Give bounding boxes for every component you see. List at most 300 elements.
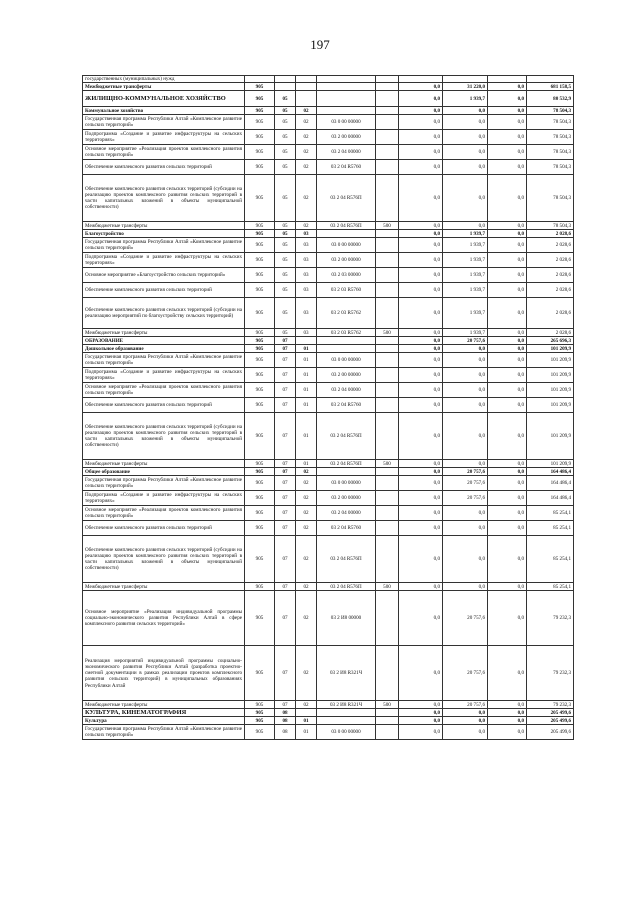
cell-subsection: 02 xyxy=(296,521,317,536)
cell-amount-4: 2 028,6 xyxy=(527,238,574,253)
cell-amount-2 xyxy=(443,76,488,83)
cell-expense-type xyxy=(376,725,399,740)
cell-amount-2: 0,0 xyxy=(443,115,488,130)
table-row xyxy=(83,717,574,725)
cell-target-article: 03 0 00 00000 xyxy=(317,353,376,368)
cell-name: Государственная программа Республики Алтай «Комплексное развитие сельских территорий» xyxy=(83,725,245,740)
cell-expense-type xyxy=(376,91,399,107)
cell-amount-4: 164 486,4 xyxy=(527,476,574,491)
cell-amount-1: 0,0 xyxy=(399,709,443,717)
cell-section: 07 xyxy=(275,413,296,460)
cell-amount-4: 78 504,3 xyxy=(527,115,574,130)
cell-name: Обеспечение комплексного развития сельских территорий xyxy=(83,398,245,413)
cell-name: Межбюджетные трансферты xyxy=(83,701,245,709)
cell-target-article: 03 2 03 00000 xyxy=(317,268,376,283)
cell-amount-3: 0,0 xyxy=(488,222,527,230)
cell-amount-3: 0,0 xyxy=(488,238,527,253)
cell-amount-1: 0,0 xyxy=(399,468,443,476)
cell-amount-1: 0,0 xyxy=(399,130,443,145)
cell-section: 07 xyxy=(275,583,296,591)
cell-amount-4: 85 254,1 xyxy=(527,506,574,521)
cell-amount-1: 0,0 xyxy=(399,337,443,345)
cell-name: Основное мероприятие «Реализация проектов комплексного развития сельских территорий» xyxy=(83,145,245,160)
cell-section: 05 xyxy=(275,298,296,329)
cell-target-article: 03 2 04 00000 xyxy=(317,145,376,160)
cell-amount-3: 0,0 xyxy=(488,506,527,521)
cell-target-article xyxy=(317,337,376,345)
cell-amount-2: 0,0 xyxy=(443,413,488,460)
cell-name: Культура xyxy=(83,717,245,725)
cell-target-article: 03 2 И8 R321Ч xyxy=(317,646,376,701)
cell-amount-4: 2 028,6 xyxy=(527,298,574,329)
cell-subsection: 02 xyxy=(296,506,317,521)
table-row xyxy=(83,107,574,115)
cell-amount-1: 0,0 xyxy=(399,536,443,583)
cell-amount-3: 0,0 xyxy=(488,91,527,107)
cell-expense-type xyxy=(376,337,399,345)
cell-expense-type xyxy=(376,160,399,175)
cell-grbs: 905 xyxy=(245,268,275,283)
cell-name: Благоустройство xyxy=(83,230,245,238)
cell-amount-4: 101 209,9 xyxy=(527,413,574,460)
cell-section: 07 xyxy=(275,468,296,476)
cell-amount-1: 0,0 xyxy=(399,506,443,521)
cell-amount-4: 205 499,6 xyxy=(527,717,574,725)
cell-expense-type: 500 xyxy=(376,329,399,337)
cell-subsection: 03 xyxy=(296,253,317,268)
cell-amount-1: 0,0 xyxy=(399,222,443,230)
cell-name: Подпрограмма «Создание и развитие инфраструктуры на сельских территориях» xyxy=(83,491,245,506)
cell-grbs xyxy=(245,76,275,83)
cell-expense-type xyxy=(376,717,399,725)
cell-amount-2: 0,0 xyxy=(443,717,488,725)
cell-grbs: 905 xyxy=(245,413,275,460)
table-row xyxy=(83,413,574,460)
cell-grbs: 905 xyxy=(245,283,275,298)
cell-amount-2: 0,0 xyxy=(443,175,488,222)
cell-subsection xyxy=(296,83,317,91)
cell-section: 07 xyxy=(275,353,296,368)
cell-subsection: 02 xyxy=(296,468,317,476)
cell-target-article xyxy=(317,717,376,725)
cell-grbs: 905 xyxy=(245,725,275,740)
cell-subsection xyxy=(296,76,317,83)
cell-section: 07 xyxy=(275,383,296,398)
table-row xyxy=(83,230,574,238)
cell-grbs: 905 xyxy=(245,329,275,337)
cell-expense-type xyxy=(376,398,399,413)
cell-amount-2: 0,0 xyxy=(443,368,488,383)
table-row xyxy=(83,383,574,398)
cell-amount-4: 205 499,6 xyxy=(527,725,574,740)
cell-expense-type xyxy=(376,175,399,222)
cell-target-article: 03 0 00 00000 xyxy=(317,725,376,740)
cell-section: 05 xyxy=(275,115,296,130)
cell-amount-4: 2 028,6 xyxy=(527,283,574,298)
cell-amount-4: 78 504,3 xyxy=(527,145,574,160)
cell-expense-type xyxy=(376,268,399,283)
cell-amount-3: 0,0 xyxy=(488,709,527,717)
cell-name: Подпрограмма «Создание и развитие инфраструктуры на сельских территориях» xyxy=(83,368,245,383)
cell-amount-3: 0,0 xyxy=(488,413,527,460)
cell-amount-2: 0,0 xyxy=(443,160,488,175)
cell-name: Государственная программа Республики Алтай «Комплексное развитие сельских территорий» xyxy=(83,353,245,368)
cell-subsection: 01 xyxy=(296,413,317,460)
cell-amount-1: 0,0 xyxy=(399,253,443,268)
cell-expense-type xyxy=(376,115,399,130)
table-row xyxy=(83,130,574,145)
cell-amount-1: 0,0 xyxy=(399,398,443,413)
cell-amount-4: 85 254,1 xyxy=(527,521,574,536)
cell-grbs: 905 xyxy=(245,591,275,646)
cell-subsection: 01 xyxy=(296,383,317,398)
cell-target-article: 03 2 00 00000 xyxy=(317,130,376,145)
cell-target-article: 03 2 00 00000 xyxy=(317,253,376,268)
cell-expense-type xyxy=(376,591,399,646)
cell-section: 07 xyxy=(275,521,296,536)
cell-amount-1: 0,0 xyxy=(399,591,443,646)
cell-amount-4: 205 499,6 xyxy=(527,709,574,717)
table-row xyxy=(83,591,574,646)
cell-section: 08 xyxy=(275,717,296,725)
cell-expense-type: 500 xyxy=(376,583,399,591)
cell-amount-1: 0,0 xyxy=(399,476,443,491)
cell-amount-3: 0,0 xyxy=(488,491,527,506)
cell-amount-2: 20 757,6 xyxy=(443,337,488,345)
table-row xyxy=(83,145,574,160)
cell-amount-4: 101 209,9 xyxy=(527,353,574,368)
cell-amount-4: 101 209,9 xyxy=(527,383,574,398)
cell-name: Подпрограмма «Создание и развитие инфраструктуры на сельских территориях» xyxy=(83,130,245,145)
cell-name: Подпрограмма «Создание и развитие инфраструктуры на сельских территориях» xyxy=(83,253,245,268)
cell-amount-3: 0,0 xyxy=(488,283,527,298)
cell-subsection: 02 xyxy=(296,491,317,506)
table-row xyxy=(83,646,574,701)
cell-amount-1: 0,0 xyxy=(399,238,443,253)
table-row xyxy=(83,83,574,91)
cell-section: 07 xyxy=(275,368,296,383)
cell-name: Основное мероприятие «Благоустройство сельских территорий» xyxy=(83,268,245,283)
table-row xyxy=(83,222,574,230)
cell-grbs: 905 xyxy=(245,337,275,345)
cell-amount-4: 101 209,9 xyxy=(527,345,574,353)
cell-target-article: 03 2 04 R576П xyxy=(317,460,376,468)
table-row xyxy=(83,115,574,130)
cell-amount-1: 0,0 xyxy=(399,283,443,298)
table-row xyxy=(83,491,574,506)
cell-target-article: 03 2 00 00000 xyxy=(317,368,376,383)
cell-section: 05 xyxy=(275,268,296,283)
cell-amount-3: 0,0 xyxy=(488,468,527,476)
cell-subsection xyxy=(296,91,317,107)
cell-amount-2: 0,0 xyxy=(443,536,488,583)
cell-amount-3: 0,0 xyxy=(488,230,527,238)
cell-amount-3: 0,0 xyxy=(488,268,527,283)
cell-section xyxy=(275,76,296,83)
cell-grbs: 905 xyxy=(245,521,275,536)
cell-amount-4: 681 158,5 xyxy=(527,83,574,91)
table-body xyxy=(83,76,574,740)
cell-section: 08 xyxy=(275,709,296,717)
cell-amount-3: 0,0 xyxy=(488,646,527,701)
cell-amount-3: 0,0 xyxy=(488,725,527,740)
cell-subsection: 03 xyxy=(296,230,317,238)
cell-section: 05 xyxy=(275,175,296,222)
cell-target-article: 03 0 00 00000 xyxy=(317,115,376,130)
cell-amount-4: 2 028,6 xyxy=(527,230,574,238)
cell-name: Основное мероприятие «Реализация индивидуальной программы социально-экономического развития Республики Алтай в сфере комплексного развития сельских территорий» xyxy=(83,591,245,646)
cell-subsection: 01 xyxy=(296,725,317,740)
cell-amount-2: 1 939,7 xyxy=(443,230,488,238)
cell-amount-3: 0,0 xyxy=(488,298,527,329)
cell-subsection: 02 xyxy=(296,476,317,491)
cell-expense-type xyxy=(376,253,399,268)
table-row xyxy=(83,175,574,222)
cell-name: Общее образование xyxy=(83,468,245,476)
cell-target-article xyxy=(317,468,376,476)
table-row xyxy=(83,368,574,383)
cell-amount-4: 85 254,1 xyxy=(527,583,574,591)
cell-subsection: 02 xyxy=(296,583,317,591)
cell-expense-type xyxy=(376,283,399,298)
cell-amount-4: 79 232,3 xyxy=(527,591,574,646)
cell-expense-type xyxy=(376,353,399,368)
cell-name: Дошкольное образование xyxy=(83,345,245,353)
cell-name: Межбюджетные трансферты xyxy=(83,460,245,468)
cell-amount-4: 78 504,3 xyxy=(527,222,574,230)
cell-grbs: 905 xyxy=(245,222,275,230)
cell-amount-2: 0,0 xyxy=(443,725,488,740)
cell-grbs: 905 xyxy=(245,398,275,413)
cell-amount-4 xyxy=(527,76,574,83)
cell-expense-type xyxy=(376,491,399,506)
table-row xyxy=(83,725,574,740)
cell-grbs: 905 xyxy=(245,230,275,238)
cell-name: Обеспечение комплексного развития сельских территорий xyxy=(83,521,245,536)
cell-amount-3: 0,0 xyxy=(488,345,527,353)
cell-name: Основное мероприятие «Реализация проектов комплексного развития сельских территорий» xyxy=(83,383,245,398)
budget-table xyxy=(82,75,574,740)
cell-name: Коммунальное хозяйство xyxy=(83,107,245,115)
cell-subsection: 02 xyxy=(296,222,317,230)
cell-amount-2: 0,0 xyxy=(443,383,488,398)
cell-amount-3: 0,0 xyxy=(488,130,527,145)
cell-amount-2: 1 939,7 xyxy=(443,238,488,253)
cell-amount-2: 20 757,6 xyxy=(443,476,488,491)
cell-section: 07 xyxy=(275,506,296,521)
cell-name: КУЛЬТУРА, КИНЕМАТОГРАФИЯ xyxy=(83,709,245,717)
cell-target-article: 03 2 04 R5760 xyxy=(317,160,376,175)
table-row xyxy=(83,583,574,591)
cell-expense-type xyxy=(376,521,399,536)
cell-amount-4: 265 696,3 xyxy=(527,337,574,345)
cell-amount-3: 0,0 xyxy=(488,536,527,583)
cell-amount-1: 0,0 xyxy=(399,383,443,398)
cell-expense-type xyxy=(376,230,399,238)
cell-amount-1: 0,0 xyxy=(399,83,443,91)
cell-section: 07 xyxy=(275,591,296,646)
cell-amount-1: 0,0 xyxy=(399,160,443,175)
cell-amount-3: 0,0 xyxy=(488,145,527,160)
cell-name: Реализация мероприятий индивидуальной программы социально-экономического развития Республики Алтай (разработка проектно-сметной документации в рамках реализации проектов комплексного развития сельских территорий) в муниципальных образованиях Республики Алтай xyxy=(83,646,245,701)
cell-amount-4: 101 209,9 xyxy=(527,398,574,413)
cell-amount-3: 0,0 xyxy=(488,521,527,536)
cell-target-article: 03 2 04 R576П xyxy=(317,413,376,460)
cell-section: 07 xyxy=(275,536,296,583)
cell-section: 05 xyxy=(275,329,296,337)
cell-target-article: 03 2 И8 00000 xyxy=(317,591,376,646)
cell-target-article: 03 2 04 R576П xyxy=(317,583,376,591)
cell-expense-type: 500 xyxy=(376,460,399,468)
cell-amount-2: 0,0 xyxy=(443,583,488,591)
cell-amount-3: 0,0 xyxy=(488,115,527,130)
cell-target-article xyxy=(317,107,376,115)
table-row xyxy=(83,268,574,283)
cell-amount-2: 0,0 xyxy=(443,506,488,521)
cell-amount-2: 0,0 xyxy=(443,222,488,230)
table-row xyxy=(83,76,574,83)
cell-target-article: 03 2 04 00000 xyxy=(317,506,376,521)
cell-target-article xyxy=(317,709,376,717)
cell-amount-3: 0,0 xyxy=(488,398,527,413)
cell-amount-3: 0,0 xyxy=(488,83,527,91)
cell-target-article: 03 2 04 R576П xyxy=(317,222,376,230)
cell-name: Государственная программа Республики Алтай «Комплексное развитие сельских территорий» xyxy=(83,115,245,130)
cell-name: Государственная программа Республики Алтай «Комплексное развитие сельских территорий» xyxy=(83,476,245,491)
cell-amount-3: 0,0 xyxy=(488,383,527,398)
cell-amount-3: 0,0 xyxy=(488,175,527,222)
cell-amount-1: 0,0 xyxy=(399,145,443,160)
cell-amount-4: 164 486,4 xyxy=(527,468,574,476)
cell-amount-1: 0,0 xyxy=(399,345,443,353)
table-row xyxy=(83,468,574,476)
cell-grbs: 905 xyxy=(245,368,275,383)
cell-subsection: 03 xyxy=(296,329,317,337)
cell-amount-2: 0,0 xyxy=(443,460,488,468)
table-row xyxy=(83,506,574,521)
cell-section: 07 xyxy=(275,701,296,709)
cell-subsection: 03 xyxy=(296,283,317,298)
cell-target-article xyxy=(317,345,376,353)
cell-expense-type xyxy=(376,107,399,115)
cell-section: 07 xyxy=(275,491,296,506)
cell-name: Межбюджетные трансферты xyxy=(83,329,245,337)
cell-target-article: 03 0 00 00000 xyxy=(317,476,376,491)
cell-grbs: 905 xyxy=(245,383,275,398)
cell-amount-2: 20 757,6 xyxy=(443,491,488,506)
cell-amount-2: 20 757,6 xyxy=(443,701,488,709)
cell-amount-1: 0,0 xyxy=(399,175,443,222)
cell-target-article: 03 2 04 R5760 xyxy=(317,521,376,536)
cell-amount-2: 0,0 xyxy=(443,521,488,536)
cell-subsection: 02 xyxy=(296,536,317,583)
cell-section: 05 xyxy=(275,91,296,107)
cell-grbs: 905 xyxy=(245,468,275,476)
cell-expense-type xyxy=(376,238,399,253)
table-row xyxy=(83,353,574,368)
table-row xyxy=(83,521,574,536)
cell-amount-2: 1 939,7 xyxy=(443,268,488,283)
cell-section: 08 xyxy=(275,725,296,740)
cell-grbs: 905 xyxy=(245,145,275,160)
cell-amount-1: 0,0 xyxy=(399,115,443,130)
table-row xyxy=(83,536,574,583)
cell-amount-1: 0,0 xyxy=(399,413,443,460)
cell-grbs: 905 xyxy=(245,476,275,491)
cell-amount-2: 20 757,6 xyxy=(443,468,488,476)
cell-section: 07 xyxy=(275,345,296,353)
cell-grbs: 905 xyxy=(245,130,275,145)
cell-grbs: 905 xyxy=(245,298,275,329)
cell-name: Межбюджетные трансферты xyxy=(83,83,245,91)
cell-amount-1: 0,0 xyxy=(399,329,443,337)
cell-amount-4: 79 232,3 xyxy=(527,646,574,701)
cell-amount-1: 0,0 xyxy=(399,491,443,506)
cell-grbs: 905 xyxy=(245,491,275,506)
cell-amount-4: 101 209,9 xyxy=(527,368,574,383)
cell-amount-1 xyxy=(399,76,443,83)
table-row xyxy=(83,476,574,491)
cell-subsection: 01 xyxy=(296,368,317,383)
cell-amount-2: 20 757,6 xyxy=(443,646,488,701)
cell-amount-2: 0,0 xyxy=(443,398,488,413)
cell-grbs: 905 xyxy=(245,536,275,583)
cell-amount-2: 31 220,0 xyxy=(443,83,488,91)
cell-amount-2: 1 939,7 xyxy=(443,283,488,298)
cell-grbs: 905 xyxy=(245,238,275,253)
cell-name: Обеспечение комплексного развития сельских территорий (субсидии на реализацию проектов комплексного развития сельских территорий в части капитальных вложений в объекты муниципальной собственности) xyxy=(83,175,245,222)
cell-amount-3: 0,0 xyxy=(488,329,527,337)
cell-name: Межбюджетные трансферты xyxy=(83,222,245,230)
cell-subsection: 01 xyxy=(296,717,317,725)
cell-expense-type xyxy=(376,536,399,583)
cell-subsection: 01 xyxy=(296,398,317,413)
cell-grbs: 905 xyxy=(245,717,275,725)
cell-expense-type xyxy=(376,368,399,383)
table-row xyxy=(83,253,574,268)
cell-grbs: 905 xyxy=(245,115,275,130)
cell-grbs: 905 xyxy=(245,583,275,591)
cell-name: Обеспечение комплексного развития сельских территорий (субсидии на реализацию проектов комплексного развития сельских территорий в части капитальных вложений в объекты муниципальной собственности) xyxy=(83,413,245,460)
cell-amount-1: 0,0 xyxy=(399,368,443,383)
cell-amount-3: 0,0 xyxy=(488,160,527,175)
cell-section: 07 xyxy=(275,337,296,345)
cell-amount-2: 0,0 xyxy=(443,709,488,717)
cell-expense-type: 500 xyxy=(376,222,399,230)
cell-name: Основное мероприятие «Реализация проектов комплексного развития сельских территорий» xyxy=(83,506,245,521)
cell-section: 05 xyxy=(275,107,296,115)
cell-target-article: 03 2 00 00000 xyxy=(317,491,376,506)
cell-target-article: 03 2 03 R5760 xyxy=(317,283,376,298)
cell-amount-1: 0,0 xyxy=(399,521,443,536)
table-row xyxy=(83,337,574,345)
cell-expense-type xyxy=(376,413,399,460)
cell-grbs: 905 xyxy=(245,160,275,175)
cell-amount-4: 78 504,3 xyxy=(527,175,574,222)
cell-amount-3: 0,0 xyxy=(488,337,527,345)
cell-expense-type xyxy=(376,709,399,717)
cell-amount-2: 0,0 xyxy=(443,130,488,145)
cell-target-article xyxy=(317,76,376,83)
cell-amount-1: 0,0 xyxy=(399,353,443,368)
cell-name: Обеспечение комплексного развития сельских территорий xyxy=(83,283,245,298)
cell-subsection: 02 xyxy=(296,160,317,175)
cell-amount-4: 80 532,9 xyxy=(527,91,574,107)
cell-amount-4: 2 028,6 xyxy=(527,253,574,268)
cell-name: Государственная программа Республики Алтай «Комплексное развитие сельских территорий» xyxy=(83,238,245,253)
cell-subsection: 02 xyxy=(296,591,317,646)
cell-amount-1: 0,0 xyxy=(399,583,443,591)
